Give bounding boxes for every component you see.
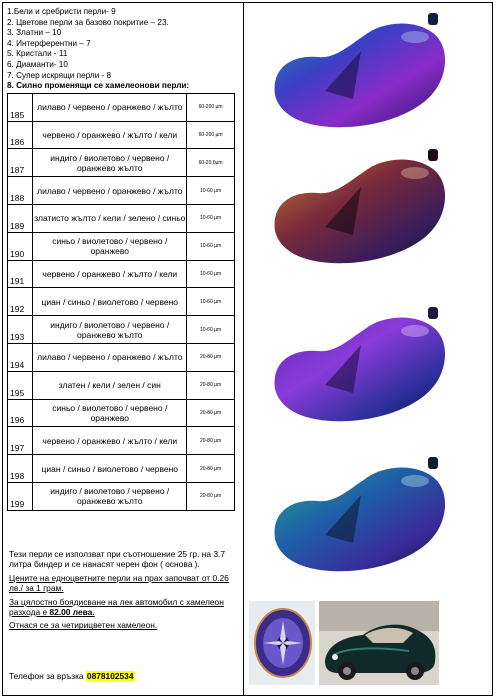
table-row: [8, 482, 235, 510]
pearl-size: 20-80 µm: [187, 371, 235, 399]
pearl-number: 187: [8, 149, 33, 177]
pearl-number: 199: [8, 482, 33, 510]
pearl-size: 10-60 µm: [187, 177, 235, 205]
pearl-number: 196: [8, 399, 33, 427]
pearl-number: 197: [8, 427, 33, 455]
pearl-size: 10-60 µm: [187, 204, 235, 232]
category-item: 2. Цветове перли за базово покритие – 23.: [7, 17, 169, 27]
pearl-colors: лилаво / червено / оранжево / жълто: [33, 343, 187, 371]
swatch-shape-4: [265, 451, 453, 577]
pearl-colors: индиго / виолетово / червено / оранжево жълто: [33, 482, 187, 510]
table-row: [8, 427, 235, 455]
car-cost-prefix: За цялостно боядисване на лек автомобил с хамелеон разхода е: [9, 596, 224, 618]
pearl-number: 194: [8, 343, 33, 371]
phone-number[interactable]: 0878102534: [86, 671, 134, 681]
pearl-table: [7, 93, 235, 511]
table-row: [8, 232, 235, 260]
swatch-shape-1: [265, 7, 453, 133]
section-title: 8. Силно променящи се хамелеонови перли:: [7, 81, 190, 91]
category-item: 7. Супер искрящи перли - 8: [7, 70, 112, 80]
table-row: [8, 455, 235, 483]
pearl-size: 60-20.0µm: [187, 149, 235, 177]
table-row: [8, 260, 235, 288]
column-divider: [243, 3, 244, 695]
table-row: [8, 371, 235, 399]
pearl-number: 193: [8, 316, 33, 344]
pearl-colors: индиго / виолетово / червено / оранжево жълто: [33, 316, 187, 344]
category-item: 3. Златни – 10: [7, 28, 62, 38]
table-row: [8, 177, 235, 205]
pearl-colors: лилаво / червено / оранжево / жълто: [33, 93, 187, 121]
pearl-colors: циан / синьо / виолетово / червено: [33, 455, 187, 483]
wheel-photo: [249, 601, 315, 685]
table-row: [8, 204, 235, 232]
car-photo: [319, 601, 439, 685]
table-row: [8, 399, 235, 427]
pearl-size: 60-200 µm: [187, 121, 235, 149]
category-item: 4. Интерферентни – 7: [7, 38, 91, 48]
pearl-number: 185: [8, 93, 33, 121]
pearl-size: 10-60 µm: [187, 288, 235, 316]
pearl-size: 20-80 µm: [187, 427, 235, 455]
pearl-colors: синьо / виолетово / червено / оранжево: [33, 232, 187, 260]
pearl-number: 195: [8, 371, 33, 399]
pearl-colors: червено / оранжево / жълто / кели: [33, 260, 187, 288]
pearl-colors: червено / оранжево / жълто / кели: [33, 121, 187, 149]
pearl-size: 60-200 µm: [187, 93, 235, 121]
page-frame: [2, 2, 493, 696]
table-row: [8, 93, 235, 121]
category-list: [7, 7, 239, 92]
table-row: [8, 316, 235, 344]
pearl-number: 190: [8, 232, 33, 260]
pearl-size: 10-60 µm: [187, 316, 235, 344]
pearl-colors: индиго / виолетово / червено / оранжево жълто: [33, 149, 187, 177]
pearl-number: 188: [8, 177, 33, 205]
category-item: 5. Кристали - 11: [7, 49, 68, 59]
pearl-size: 10-60 µm: [187, 232, 235, 260]
price-text: Цените на едноцветните перли на прах започват от 0.26 лв./ за 1 грам.: [9, 572, 229, 594]
usage-text: Тези перли се използват при съотношение 25 гр. на 3.7 литра биндер и се нанасят черен фон ( основа ).: [9, 549, 225, 570]
usage-notes: [9, 549, 237, 634]
swatch-shape-3: [265, 301, 453, 427]
contact-line: [9, 671, 135, 681]
pearl-colors: златен / кели / зелен / син: [33, 371, 187, 399]
pearl-number: 192: [8, 288, 33, 316]
contact-label: Телефон за връзка: [9, 671, 86, 681]
pearl-number: 186: [8, 121, 33, 149]
category-item: 6. Диаманти- 10: [7, 59, 68, 69]
left-column: [7, 7, 239, 511]
pearl-colors: циан / синьо / виолетово / червено: [33, 288, 187, 316]
applies-to-text: Отнася се за четирицветен хамелеон.: [9, 620, 158, 631]
category-item: 1.Бели и сребристи перли- 9: [7, 7, 116, 16]
pearl-colors: лилаво / червено / оранжево / жълто: [33, 177, 187, 205]
table-row: [8, 343, 235, 371]
pearl-colors: червено / оранжево / жълто / кели: [33, 427, 187, 455]
pearl-number: 189: [8, 204, 33, 232]
car-cost-text: [9, 597, 237, 618]
pearl-number: 191: [8, 260, 33, 288]
pearl-size: 20-80 µm: [187, 399, 235, 427]
table-row: [8, 121, 235, 149]
pearl-size: 20-80 µm: [187, 455, 235, 483]
pearl-size: 20-80 µm: [187, 482, 235, 510]
swatch-shape-2: [265, 143, 453, 269]
pearl-colors: синьо / виолетово / червено / оранжево: [33, 399, 187, 427]
pearl-number: 198: [8, 455, 33, 483]
pearl-size: 20-80 µm: [187, 343, 235, 371]
pearl-size: 10-60 µm: [187, 260, 235, 288]
car-cost-value: 82.00 лева.: [49, 607, 95, 618]
pearl-colors: златисто жълто / кели / зелено / синьо: [33, 204, 187, 232]
table-row: [8, 288, 235, 316]
table-row: [8, 149, 235, 177]
